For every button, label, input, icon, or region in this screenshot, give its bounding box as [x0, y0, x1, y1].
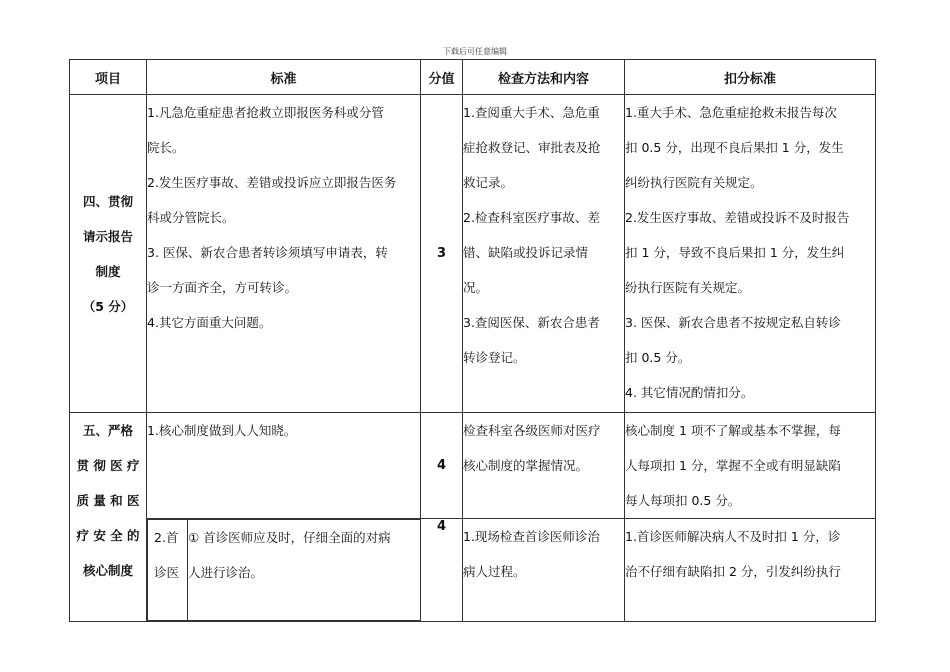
section5-row1-method: [463, 413, 625, 519]
section4-deduction-line: 2.发生医疗事故、差错或投诉不及时报告: [625, 210, 850, 225]
section5-row1-method-line: 检查科室各级医师对医疗: [463, 423, 601, 438]
section5-row2-standard-text: [188, 520, 421, 621]
section5-row2: [70, 519, 876, 622]
section4-standard-line: 1.凡急危重症患者抢救立即报医务科或分管: [147, 105, 384, 120]
section4-item-line: （5 分）: [82, 298, 134, 314]
section4-item-line: 制度: [95, 263, 121, 279]
section5-row2-method-line: 病人过程。: [463, 564, 526, 579]
section4-deduction-line: 1.重大手术、急危重症抢救未报告每次: [625, 105, 837, 120]
section5-row1-deduction: [625, 413, 876, 519]
section5-row2-deduction-line: 治不仔细有缺陷扣 2 分，引发纠纷执行: [625, 564, 841, 579]
section5-row1: [70, 413, 876, 519]
section4-deduction-line: 4. 其它情况酌情扣分。: [625, 385, 754, 400]
section4-method-line: 错、缺陷或投诉记录情: [463, 245, 589, 260]
header-deduction: 扣分标准: [625, 60, 876, 95]
section5-row2-inner: [147, 519, 420, 621]
section5-item-line: 贯 彻 医 疗: [76, 458, 140, 473]
section4-standard-line: 院长。: [147, 140, 185, 155]
section4-standard-line: 2.发生医疗事故、差错或投诉应立即报告医务: [147, 175, 397, 190]
section4-method-line: 2.检查科室医疗事故、差: [463, 210, 600, 225]
header-method: 检查方法和内容: [463, 60, 625, 95]
header-score: 分值: [421, 60, 463, 95]
section5-item-line: 疗 安 全 的: [76, 528, 140, 543]
section5-row1-deduction-line: 核心制度 1 项不了解或基本不掌握，每: [625, 423, 841, 438]
section5-item: [70, 413, 147, 622]
section4-deduction-line: 纷执行医院有关规定。: [625, 280, 751, 295]
section5-row2-score: 4: [421, 519, 463, 622]
section5-row1-deduction-line: 每人每项扣 0.5 分。: [625, 493, 741, 508]
section5-row2-method: [463, 519, 625, 622]
section5-item-line: 质 量 和 医: [76, 493, 140, 508]
section5-row2-standard: [147, 519, 421, 622]
section4-score: 3: [421, 95, 463, 413]
section5-row1-score: 4: [421, 413, 463, 519]
section5-item-line: 五、严格: [82, 423, 133, 438]
section5-row2-deduction-line: 1.首诊医师解决病人不及时扣 1 分，诊: [625, 529, 841, 544]
section5-row1-method-line: 核心制度的掌握情况。: [463, 458, 589, 473]
section4-standard-line: 科或分管院长。: [147, 210, 235, 225]
section5-row2-standard-line: 人进行诊治。: [188, 565, 264, 580]
section5-row1-standard: [147, 413, 421, 519]
section4-item: [70, 95, 147, 413]
section4-deduction-line: 扣 1 分，导致不良后果扣 1 分，发生纠: [625, 245, 845, 260]
section4-item-line: 请示报告: [82, 228, 133, 244]
section5-row2-standard-line: ① 首诊医师应及时，仔细全面的对病: [188, 530, 391, 545]
section4-method-line: 3.查阅医保、新农合患者: [463, 315, 600, 330]
section4-standard-line: 诊一方面齐全，方可转诊。: [147, 280, 298, 295]
section5-row1-standard-line: 1.核心制度做到人人知晓。: [147, 423, 297, 438]
section4-standard: [147, 95, 421, 413]
section4-deduction-line: 纠纷执行医院有关规定。: [625, 175, 763, 190]
section4-item-line: 四、贯彻: [82, 193, 133, 209]
section5-row2-sublabel-line: 2.首: [154, 530, 179, 545]
header-item: 项目: [70, 60, 147, 95]
section5-row1-deduction-line: 人每项扣 1 分，掌握不全或有明显缺陷: [625, 458, 841, 473]
section4-method-line: 转诊登记。: [463, 350, 526, 365]
section5-row2-sublabel-line: 诊医: [154, 565, 180, 580]
section4-method: [463, 95, 625, 413]
section4-deduction-line: 3. 医保、新农合患者不按规定私自转诊: [625, 315, 841, 330]
section5-row2-deduction: [625, 519, 876, 622]
section4-method-line: 救记录。: [463, 175, 514, 190]
section4-deduction-line: 扣 0.5 分。: [625, 350, 691, 365]
section5-row2-sublabel: [148, 520, 188, 621]
section4-standard-line: 4.其它方面重大问题。: [147, 315, 272, 330]
section4-method-line: 况。: [463, 280, 489, 295]
section4-deduction: [625, 95, 876, 413]
section5-row2-method-line: 1.现场检查首诊医师诊治: [463, 529, 600, 544]
section4-row: [70, 95, 876, 413]
section5-item-line: 核心制度: [82, 563, 133, 578]
header-standard: 标准: [147, 60, 421, 95]
watermark-text: 下载后可任意编辑: [443, 47, 507, 56]
section4-standard-line: 3. 医保、新农合患者转诊须填写申请表，转: [147, 245, 388, 260]
assessment-table: [69, 59, 876, 622]
header-row: [70, 60, 876, 95]
section4-method-line: 1.查阅重大手术、急危重: [463, 105, 600, 120]
section4-method-line: 症抢救登记、审批表及抢: [463, 140, 601, 155]
section4-deduction-line: 扣 0.5 分，出现不良后果扣 1 分，发生: [625, 140, 844, 155]
